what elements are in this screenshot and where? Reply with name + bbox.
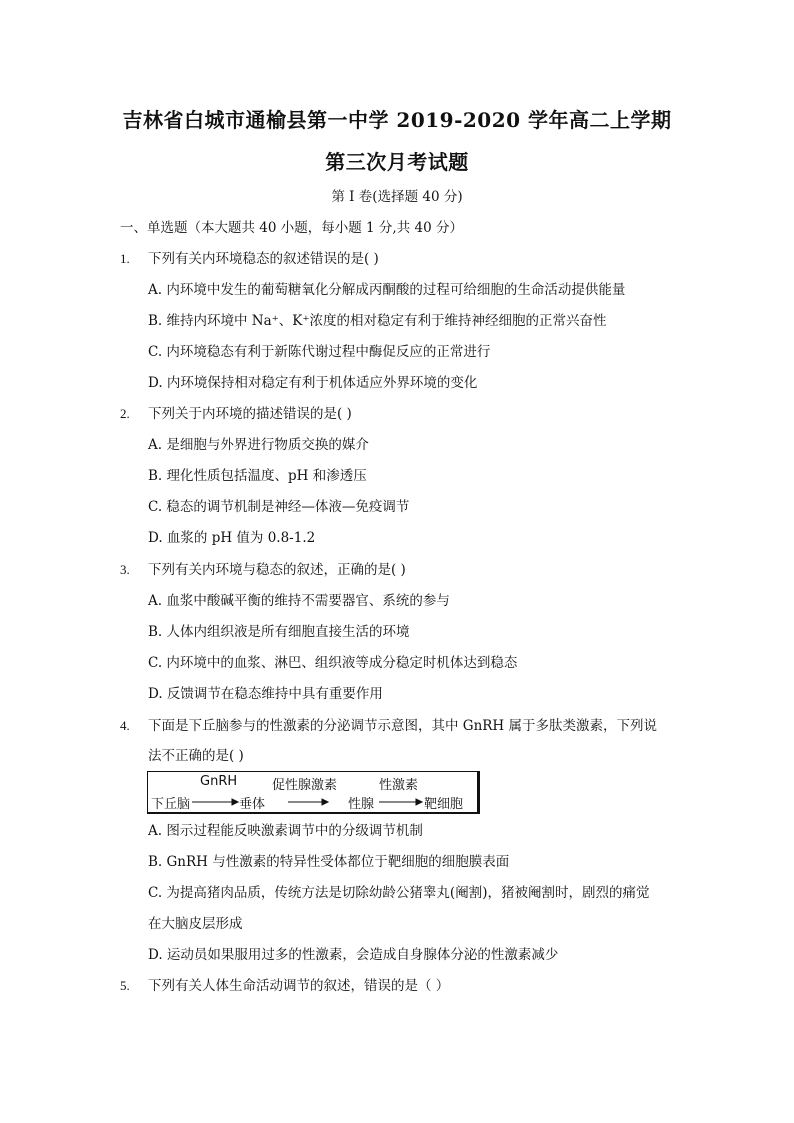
- option-4c: C. 为提高猪肉品质，传统方法是切除幼龄公猪睾丸(阉割)，猪被阉割时，剧烈的痛觉: [148, 885, 650, 901]
- node-hypothalamus: 下丘脑: [151, 797, 191, 812]
- option-4d: D. 运动员如果服用过多的性激素，会造成自身腺体分泌的性激素减少: [148, 947, 559, 963]
- question-number: 5.: [120, 978, 130, 993]
- hormone-label-sex-hormone: 性激素: [379, 778, 419, 793]
- question-4-stem-continued: 法不正确的是( ): [148, 748, 244, 764]
- option-2a: A. 是细胞与外界进行物质交换的媒介: [148, 437, 369, 453]
- question-stem: 下面是下丘脑参与的性激素的分泌调节示意图，其中 GnRH 属于多肽类激素，下列说: [148, 718, 657, 734]
- question-stem: 下列有关内环境稳态的叙述错误的是( ): [148, 251, 379, 267]
- option-3c: C. 内环境中的血浆、淋巴、组织液等成分稳定时机体达到稳态: [148, 655, 518, 671]
- exam-title-line1: 吉林省白城市通榆县第一中学 2019-2020 学年高二上学期: [122, 108, 672, 132]
- option-3d: D. 反馈调节在稳态维持中具有重要作用: [148, 686, 383, 702]
- option-3b: B. 人体内组织液是所有细胞直接生活的环境: [148, 624, 410, 640]
- option-4c-continued: 在大脑皮层形成: [148, 916, 243, 932]
- option-2b: B. 理化性质包括温度、pH 和渗透压: [148, 468, 367, 484]
- arrow-head-icon: [416, 799, 422, 805]
- diagram-arrows: [148, 772, 477, 812]
- option-1d: D. 内环境保持相对稳定有利于机体适应外界环境的变化: [148, 375, 478, 391]
- option-2c: C. 稳态的调节机制是神经—体液—免疫调节: [148, 499, 410, 515]
- question-stem: 下列有关内环境与稳态的叙述，正确的是( ): [148, 562, 406, 578]
- node-target-cell: 靶细胞: [424, 797, 464, 812]
- hormone-label-gonadotropin: 促性腺激素: [272, 778, 338, 793]
- option-4b: B. GnRH 与性激素的特异性受体都位于靶细胞的细胞膜表面: [148, 854, 510, 870]
- hormone-regulation-diagram: [147, 771, 480, 814]
- option-1b: B. 维持内环境中 Na⁺、K⁺浓度的相对稳定有利于维持神经细胞的正常兴奋性: [148, 313, 607, 329]
- arrow-head-icon: [322, 799, 328, 805]
- part-subtitle: 第 I 卷(选择题 40 分): [331, 189, 463, 205]
- question-stem: 下列关于内环境的描述错误的是( ): [148, 406, 352, 422]
- option-1a: A. 内环境中发生的葡萄糖氧化分解成丙酮酸的过程可给细胞的生命活动提供能量: [148, 282, 626, 298]
- node-pituitary: 垂体: [239, 797, 266, 812]
- hormone-label-gnrh: GnRH: [200, 774, 238, 789]
- question-number: 3.: [120, 562, 130, 577]
- option-4a: A. 图示过程能反映激素调节中的分级调节机制: [148, 823, 423, 839]
- node-gonad: 性腺: [348, 797, 375, 812]
- section-heading: 一、单选题（本大题共 40 小题，每小题 1 分,共 40 分）: [120, 220, 463, 236]
- question-stem: 下列有关人体生命活动调节的叙述，错误的是（ ）: [148, 978, 450, 994]
- arrow-head-icon: [232, 799, 238, 805]
- question-number: 1.: [120, 251, 130, 266]
- question-number: 4.: [120, 718, 130, 733]
- option-2d: D. 血浆的 pH 值为 0.8-1.2: [148, 530, 316, 546]
- option-3a: A. 血浆中酸碱平衡的维持不需要器官、系统的参与: [148, 593, 450, 609]
- question-number: 2.: [120, 406, 130, 421]
- exam-title-line2: 第三次月考试题: [325, 150, 469, 174]
- option-1c: C. 内环境稳态有利于新陈代谢过程中酶促反应的正常进行: [148, 344, 491, 360]
